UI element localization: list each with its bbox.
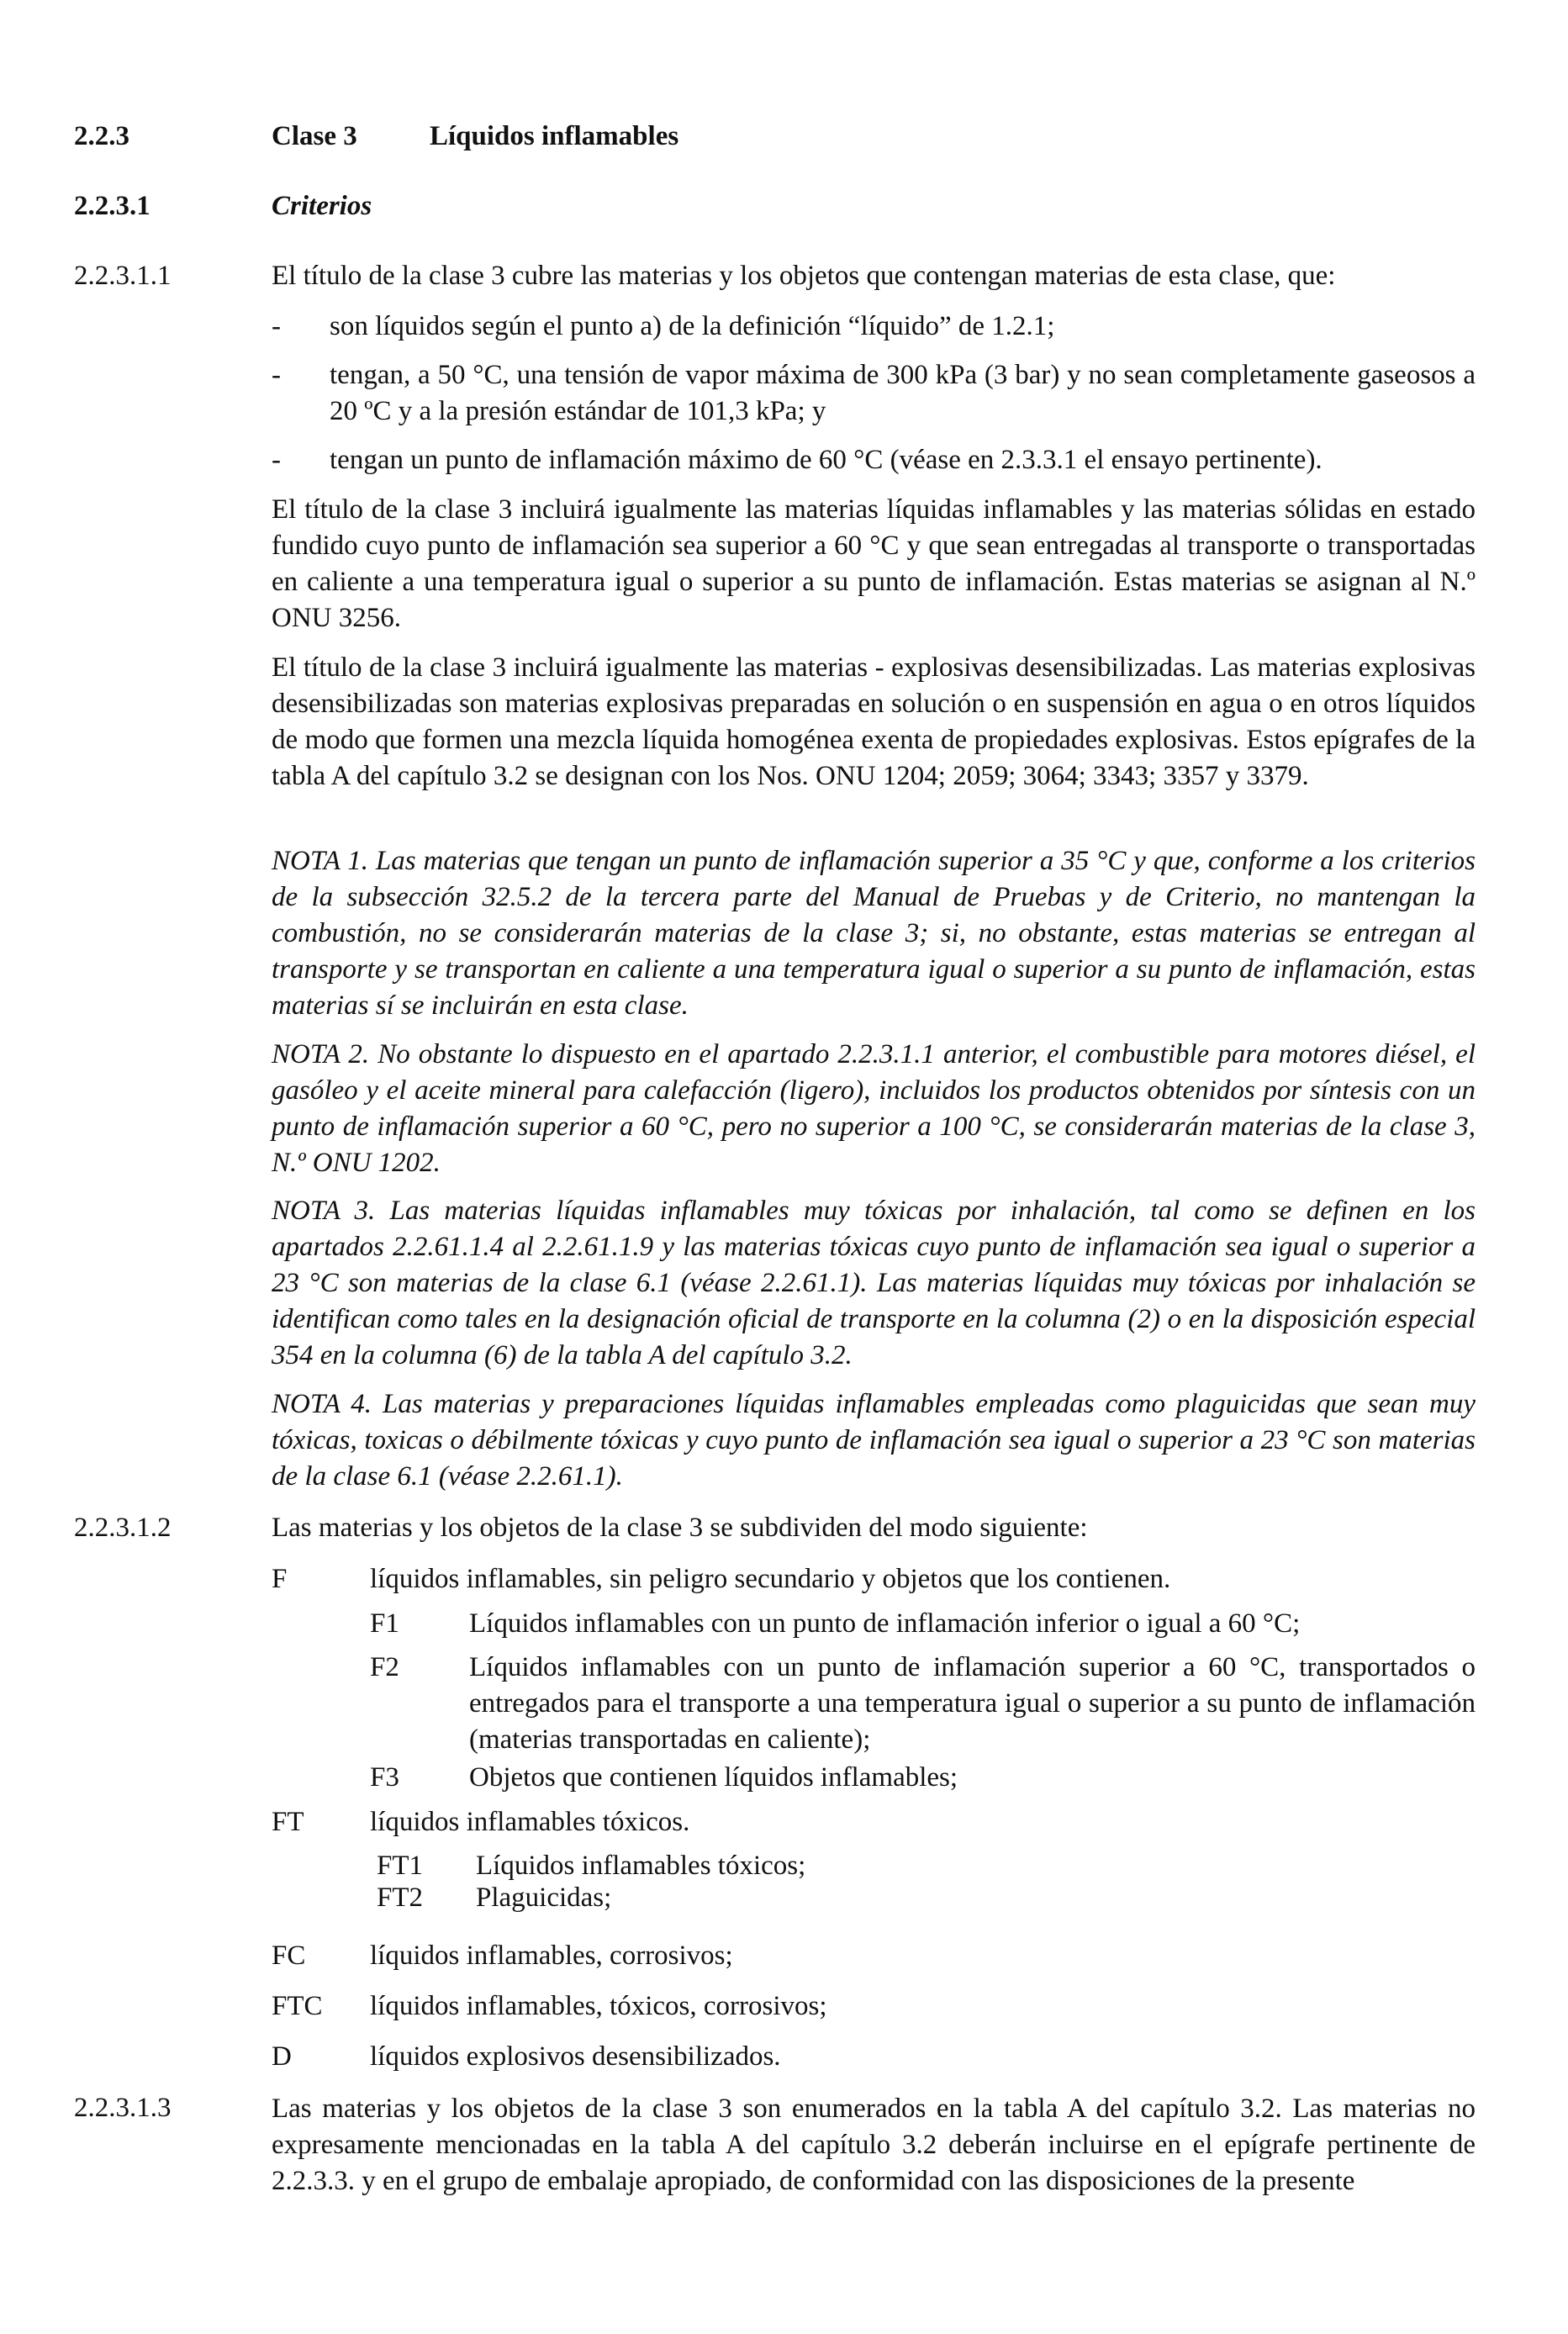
paragraph-body: Las materias y los objetos de la clase 3 son enumerados en la tabla A del capítulo 3.2. Las materias no expresamente mencionadas en la tabla A del capítulo 3.2 deberán incluirse en el epígrafe pertinente de 2.2.3.3. y en el grupo de embalaje apropiado, de conformidad con las disposiciones de la presente — [272, 2094, 1476, 2196]
note-text: . Las materias y preparaciones líquidas inflamables empleadas como plaguicidas que sean muy tóxicas, toxicas o débilmente tóxicas y cuyo punto de inflamación sea igual o superior a 23 °C son materias de la clase 6.1 (véase 2.2.61.1). — [272, 1389, 1476, 1492]
group-code: FTC — [272, 1991, 323, 2021]
paragraph-intro-1-2: Las materias y los objetos de la clase 3 se subdividen del modo siguiente: — [272, 1513, 1088, 1543]
subgroup-code: F1 — [370, 1608, 399, 1639]
class-label: Clase 3 — [272, 121, 357, 151]
bullet-item: tengan un punto de inflamación máximo de 60 °C (véase en 2.3.3.1 el ensayo pertinente). — [330, 445, 1323, 475]
paragraph-body: El título de la clase 3 incluirá igualmente las materias - explosivas desensibilizadas. Las materias explosivas desensibilizadas son materias explosivas preparadas en solución o en suspensión en agua o en otros líquidos de modo que formen una mezcla líquida homogénea exenta de propiedades explosivas. Estos epígrafes de la tabla A del capítulo 3.2 se designan con los Nos. ONU 1204; 2059; 3064; 3343; 3357 y 3379. — [272, 652, 1476, 791]
bullet-item: tengan, a 50 °C, una tensión de vapor máxima de 300 kPa (3 bar) y no sean completamente gaseosos a 20 ºC y a la presión estándar de 101,3 kPa; y — [330, 360, 1476, 426]
note-text: . Las materias que tengan un punto de inflamación superior a 35 °C y que, conforme a los criterios de la subsección 32.5.2 de la tercera parte del Manual de Pruebas y de Criterio, no mantengan la combustión, no se considerarán materias de la clase 3; si, no obstante, estas materias se entregan al transporte y se transportan en caliente a una temperatura igual o superior a su punto de inflamación, estas materias sí se incluirán en esta clase. — [272, 846, 1476, 1021]
section-title: Líquidos inflamables — [430, 121, 679, 151]
group-code: D — [272, 2041, 292, 2072]
bullet-dash: - — [272, 311, 281, 341]
group-description: líquidos inflamables, corrosivos; — [370, 1941, 733, 1971]
bullet-item: son líquidos según el punto a) de la definición “líquido” de 1.2.1; — [330, 311, 1055, 341]
bullet-dash: - — [272, 360, 281, 390]
subgroup-code: F3 — [370, 1762, 399, 1793]
paragraph-number-1-1: 2.2.3.1.1 — [74, 261, 172, 291]
note-text: . Las materias líquidas inflamables muy tóxicas por inhalación, tal como se definen en los apartados 2.2.61.1.4 al 2.2.61.1.9 y las materias tóxicas cuyo punto de inflamación sea igual o superior a 23 °C son materias de la clase 6.1 (véase 2.2.61.1). Las materias líquidas muy tóxicas por inhalación se identifican como tales en la designación oficial de transporte en la columna (2) o en la disposición especial 354 en la columna (6) de la tabla A del capítulo 3.2. — [272, 1196, 1476, 1370]
note-1 — [272, 843, 1476, 1024]
subgroup-description: Líquidos inflamables tóxicos; — [476, 1851, 806, 1881]
paragraph-number-1-3: 2.2.3.1.3 — [74, 2093, 172, 2123]
note-3 — [272, 1193, 1476, 1374]
section-number: 2.2.3 — [74, 121, 129, 151]
group-description: líquidos explosivos desensibilizados. — [370, 2041, 781, 2072]
note-label: NOTA 1 — [272, 846, 362, 876]
note-label: NOTA 3 — [272, 1196, 369, 1226]
subgroup-description: Líquidos inflamables con un punto de inflamación superior a 60 °C, transportados o entregados para el transporte a una temperatura igual o superior a su punto de inflamación (materias transportadas en caliente); — [469, 1652, 1476, 1755]
subgroup-code: FT1 — [377, 1851, 424, 1881]
note-text: . No obstante lo dispuesto en el apartado 2.2.3.1.1 anterior, el combustible para motores diésel, el gasóleo y el aceite mineral para calefacción (ligero), incluidos los productos obtenidos por síntesis con un punto de inflamación superior a 60 °C, pero no superior a 100 °C, se considerarán materias de la clase 3, N.º ONU 1202. — [272, 1039, 1476, 1178]
group-code: FT — [272, 1807, 304, 1837]
group-code: FC — [272, 1941, 306, 1971]
paragraph-number-1-2: 2.2.3.1.2 — [74, 1513, 172, 1543]
note-label: NOTA 4 — [272, 1389, 365, 1419]
subsection-number: 2.2.3.1 — [74, 191, 150, 221]
subsection-title: Criterios — [272, 191, 372, 221]
group-description: líquidos inflamables, tóxicos, corrosivos; — [370, 1991, 827, 2021]
group-description: líquidos inflamables tóxicos. — [370, 1807, 690, 1837]
bullet-dash: - — [272, 445, 281, 475]
note-label: NOTA 2 — [272, 1039, 362, 1069]
subgroup-code: F2 — [370, 1652, 399, 1682]
subgroup-description: Plaguicidas; — [476, 1883, 612, 1913]
group-code: F — [272, 1564, 288, 1594]
subgroup-description: Objetos que contienen líquidos inflamables; — [469, 1762, 958, 1793]
paragraph-body: El título de la clase 3 incluirá igualmente las materias líquidas inflamables y las materias sólidas en estado fundido cuyo punto de inflamación sea superior a 60 °C y que sean entregadas al transporte o transportadas en caliente a una temperatura igual o superior a su punto de inflamación. Estas materias se asignan al N.º ONU 3256. — [272, 494, 1476, 633]
subgroup-description: Líquidos inflamables con un punto de inflamación inferior o igual a 60 °C; — [469, 1608, 1301, 1639]
note-2 — [272, 1037, 1476, 1181]
subgroup-code: FT2 — [377, 1883, 424, 1913]
note-4 — [272, 1386, 1476, 1495]
group-description: líquidos inflamables, sin peligro secundario y objetos que los contienen. — [370, 1564, 1171, 1594]
paragraph-intro-1-1: El título de la clase 3 cubre las materias y los objetos que contengan materias de esta clase, que: — [272, 261, 1336, 291]
